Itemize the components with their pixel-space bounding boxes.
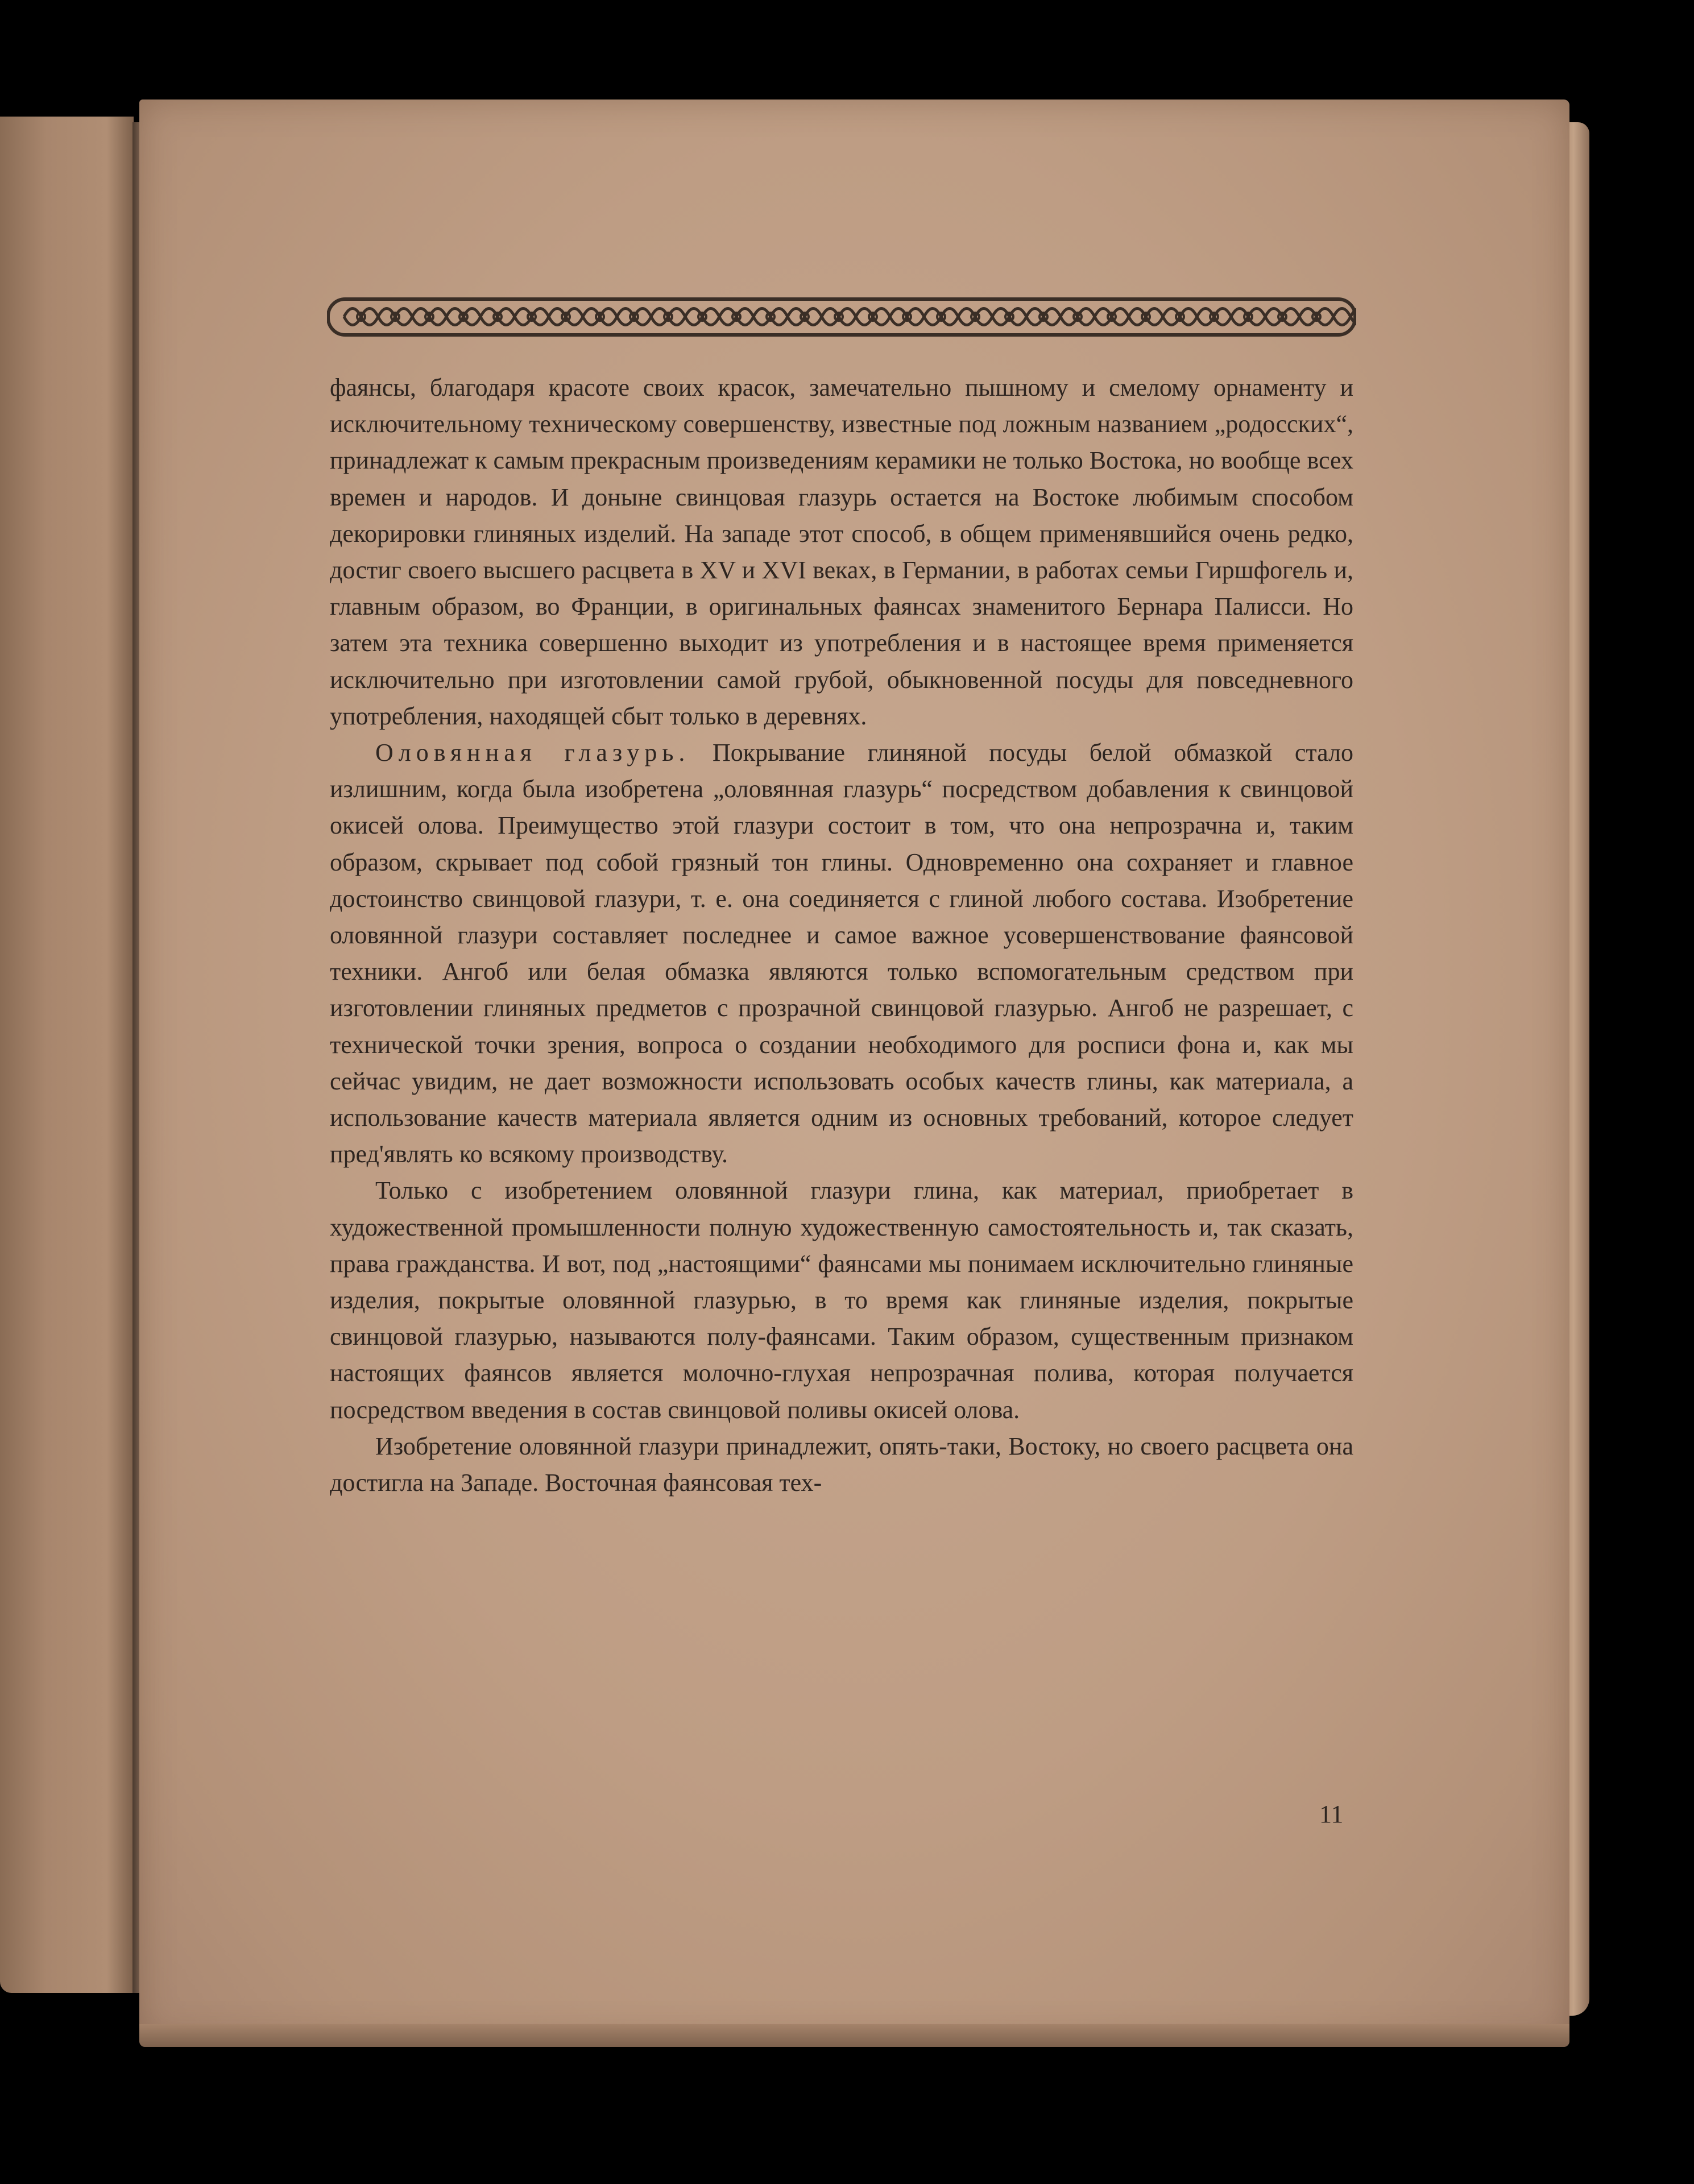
body-text <box>330 370 1353 1501</box>
left-page-edge <box>0 117 134 1993</box>
section-heading-tin-glaze: Оловянная глазурь. <box>375 739 690 767</box>
paragraph-2 <box>330 735 1353 1172</box>
paragraph-2-text: Покрывание глиняной посуды белой обмазкой стало излишним, когда была изобретена „оловянная глазурь“ посредством добавления к свинцовой окисей олова. Преимущество этой глазури состоит в том, что она непрозрачна и, таким образом, скрывает под собой грязный тон глины. Одновременно она сохраняет и главное достоинство свинцовой глазури, т. е. она соединяется с глиной любого состава. Изобретение оловянной глазури составляет последнее и самое важное усовершенствование фаянсовой техники. Ангоб или белая обмазка являются только вспомогательным средством при изготовлении глиняных предметов с прозрачной свинцовой глазурью. Ангоб не разрешает, с технической точки зрения, вопроса о создании необходимого для росписи фона и, как мы сейчас увидим, не дает возможности использовать особых качеств глины, как материала, а использование качеств материала является одним из основных требований, которое следует пред'являть ко всякому производству. <box>330 739 1353 1168</box>
bottom-page-edge <box>139 2024 1569 2047</box>
paragraph-4: Изобретение оловянной глазури принадлежит, опять-таки, Востоку, но своего расцвета она достигла на Западе. Восточная фаянсовая тех- <box>330 1432 1353 1497</box>
decorative-ornament-band <box>327 296 1356 338</box>
page-number: 11 <box>1319 1800 1344 1828</box>
paragraph-3: Только с изобретением оловянной глазури глина, как материал, приобретает в художественной промышленности полную художественную самостоятельность и, так сказать, права гражданства. И вот, под „настоящими“ фаянсами мы понимаем исключительно глиняные изделия, покрытые оловянной глазурью, в то время как глиняные изделия, покрытые свинцовой глазурью, называются полу-фаянсами. Таким образом, существенным признаком настоящих фаянсов является молочно-глухая непрозрачная полива, которая получается посредством введения в состав свинцовой поливы окисей олова. <box>330 1176 1353 1424</box>
paragraph-1: фаянсы, благодаря красоте своих красок, замечательно пышному и смелому орнаменту и исключительному техническому совершенству, известные под ложным названием „родосских“, принадлежат к самым прекрасным произведениям керамики не только Востока, но вообще всех времен и народов. И доныне свинцовая глазурь остается на Востоке любимым способом декорировки глиняных изделий. На западе этот способ, в общем применявшийся очень редко, достиг своего высшего расцвета в XV и XVI веках, в Германии, в работах семьи Гиршфогель и, главным образом, во Франции, в оригинальных фаянсах знаменитого Бернара Палисси. Но затем эта техника совершенно выходит из употребления и в настоящее время применяется исключительно при изготовлении самой грубой, обыкновенной посуды для повседневного употребления, находящей сбыт только в деревнях. <box>330 374 1353 730</box>
